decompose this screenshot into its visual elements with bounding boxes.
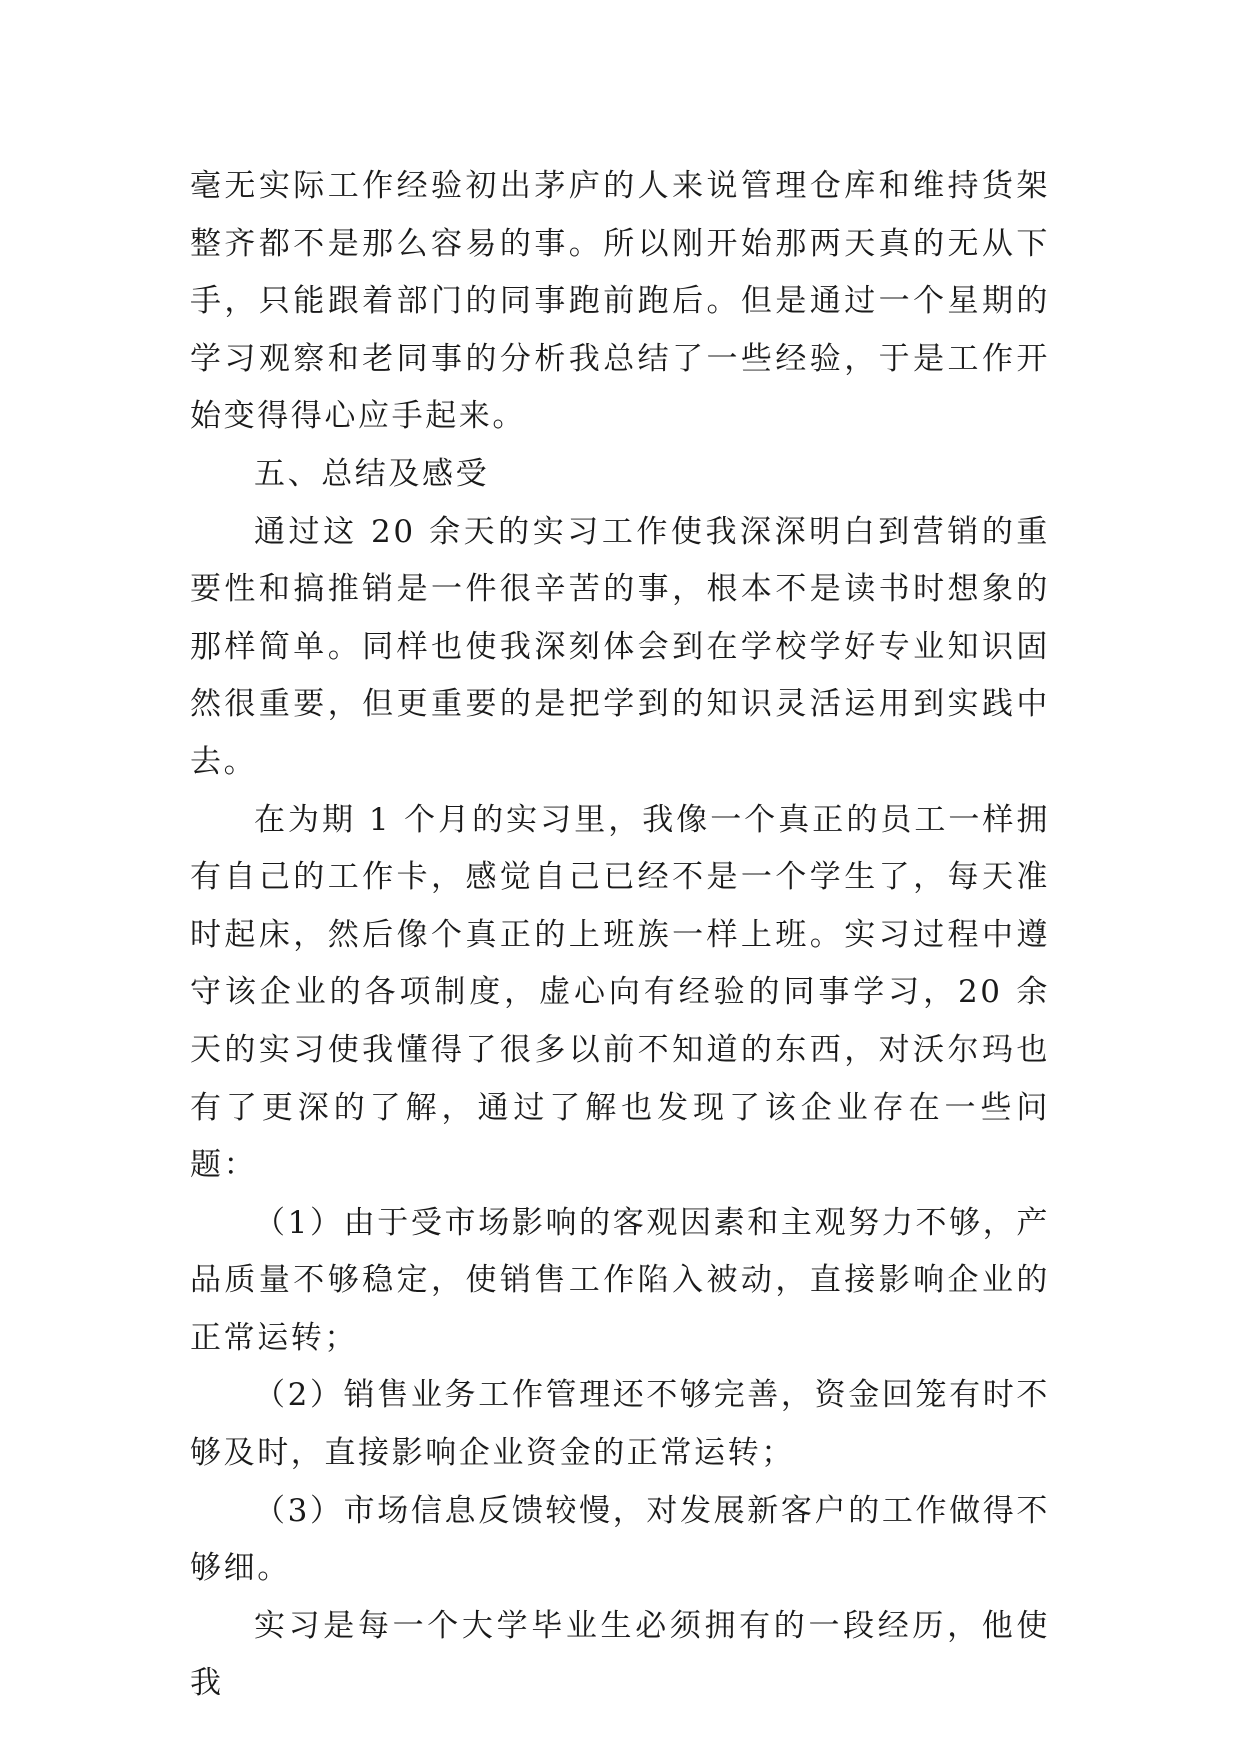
paragraph: 通过这 20 余天的实习工作使我深深明白到营销的重要性和搞推销是一件很辛苦的事，根本不是读书时想象的那样简单。同样也使我深刻体会到在学校学好专业知识固然很重要，但更重要的是把学到的知识灵活运用到实践中去。: [190, 513, 1050, 780]
list-item: （1）由于受市场影响的客观因素和主观努力不够，产品质量不够稳定，使销售工作陷入被动，直接影响企业的正常运转；: [190, 1204, 1050, 1356]
list-item: （2）销售业务工作管理还不够完善，资金回笼有时不够及时，直接影响企业资金的正常运转；: [190, 1377, 1050, 1472]
paragraph: 实习是每一个大学毕业生必须拥有的一段经历，他使我: [190, 1607, 1050, 1702]
paragraph-continuation: 毫无实际工作经验初出茅庐的人来说管理仓库和维持货架整齐都不是那么容易的事。所以刚开始那两天真的无从下手，只能跟着部门的同事跑前跑后。但是通过一个星期的学习观察和老同事的分析我总结了一些经验，于是工作开始变得得心应手起来。: [190, 168, 1050, 435]
paragraph: 在为期 1 个月的实习里，我像一个真正的员工一样拥有自己的工作卡，感觉自己已经不是一个学生了，每天准时起床，然后像个真正的上班族一样上班。实习过程中遵守该企业的各项制度，虚心向有经验的同事学习，20 余天的实习使我懂得了很多以前不知道的东西，对沃尔玛也有了更深的了解，通过了解也发现了该企业存在一些问题：: [190, 801, 1050, 1184]
body-text: [190, 158, 1050, 1713]
section-heading: 五、总结及感受: [254, 455, 490, 492]
list-item: （3）市场信息反馈较慢，对发展新客户的工作做得不够细。: [190, 1492, 1050, 1587]
